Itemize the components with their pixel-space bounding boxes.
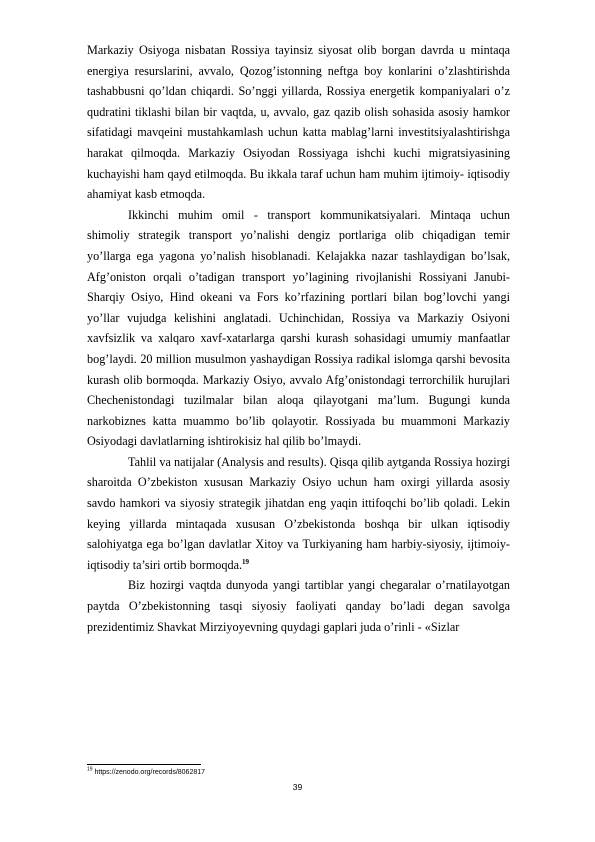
paragraph-text: Markaziy Osiyoga nisbatan Rossiya tayinsiz siyosat olib borgan davrda u mintaqa energiya resurslarini, avvalo, Qozog’istonning neftga boy konlarini o’zlashtirishda tashabbusni qo’ldan chiqardi. So’nggi yillarda, Rossiya energetik kompaniyalari o’z qudratini tiklashi bilan bir vaqtda, u, avvalo, gaz qazib olish sohasida asosiy hamkor sifatidagi mavqeini mustahkamlash uchun katta mablag’larni investitsiyalashtirishga harakat qilmoqda. Markaziy Osiyodan Rossiyaga ishchi kuchi migratsiyasining kuchayishi ham qayd etilmoqda. Bu ikkala taraf uchun ham muhim ijtimoiy- iqtisodiy ahamiyat kasb etmoqda. [87, 43, 510, 202]
paragraph-energy-resources [87, 40, 510, 205]
body-text [87, 40, 510, 637]
footnote [87, 768, 510, 777]
footnote-divider [87, 764, 201, 765]
page-number: 39 [292, 782, 303, 792]
paragraph-text: Biz hozirgi vaqtda dunyoda yangi tartiblar yangi chegaralar o’rnatilayotgan paytda O’zbekistonning tasqi siyosiy faoliyati qanday bo’ladi degan savolga prezidentimiz Shavkat Mirziyoyevning quydagi gaplari juda o’rinli - «Sizlar [87, 578, 510, 634]
footnote-link[interactable]: https://zenodo.org/records/8062817 [92, 769, 206, 776]
paragraph-text: Tahlil va natijalar (Analysis and results). Qisqa qilib aytganda Rossiya hozirgi sharoitda O’zbekiston xususan Markaziy Osiyo uchun ham oxirgi yillarda asosiy savdo hamkori va siyosiy strategik jihatdan eng yaqin ittifoqchi bo’lib qoladi. Lekin keying yillarda mintaqada xususan O’zbekistonda boshqa bir ulkan iqtisodiy salohiyatga ega bo’lgan davlatlar Xitoy va Turkiyaning ham harbiy-siyosiy, ijtimoiy-iqtisodiy ta’siri ortib bormoqda. [87, 454, 510, 572]
footnote-reference[interactable]: 19 [242, 557, 250, 566]
paragraph-foreign-policy [87, 575, 510, 637]
paragraph-text: Ikkinchi muhim omil - transport kommunikatsiyalari. Mintaqa uchun shimoliy strategik transport yo’nalishi dengiz portlariga olib chiqadigan temir yo’llarga ega yagona yo’nalish hisoblanadi. Kelajakka nazar tashlaydigan bo’lsak, Afg’oniston orqali o’tadigan transport yo’lagining rivojlanishi Rossiyani Janubi-Sharqiy Osiyo, Hind okeani va Fors ko’rfazining portlari bilan bog’lovchi yangi yo’llar vujudga kelishini anglatadi. Uchinchidan, Rossiya va Markaziy Osiyoni xavfsizlik va xalqaro xavf-xatarlarga qarshi kurash sohasidagi umumiy manfaatlar bog’laydi. 20 million musulmon yashaydigan Rossiya radikal islomga qarshi bevosita kurash olib bormoqda. Markaziy Osiyo, avvalo Afg’onistondagi terrorchilik hurujlari Chechenistondagi tuzilmalar bilan aloqa qilayotgani ma’lum. Bugungi kunda narkobiznes katta muammo bo’lib qolayotir. Rossiyada bu muammoni Markaziy Osiyodagi davlatlarning ishtirokisiz hal qilib bo’lmaydi. [87, 207, 510, 449]
footnote-number: 19 [87, 766, 93, 773]
paragraph-transport [87, 205, 510, 452]
paragraph-analysis-results [87, 452, 510, 576]
